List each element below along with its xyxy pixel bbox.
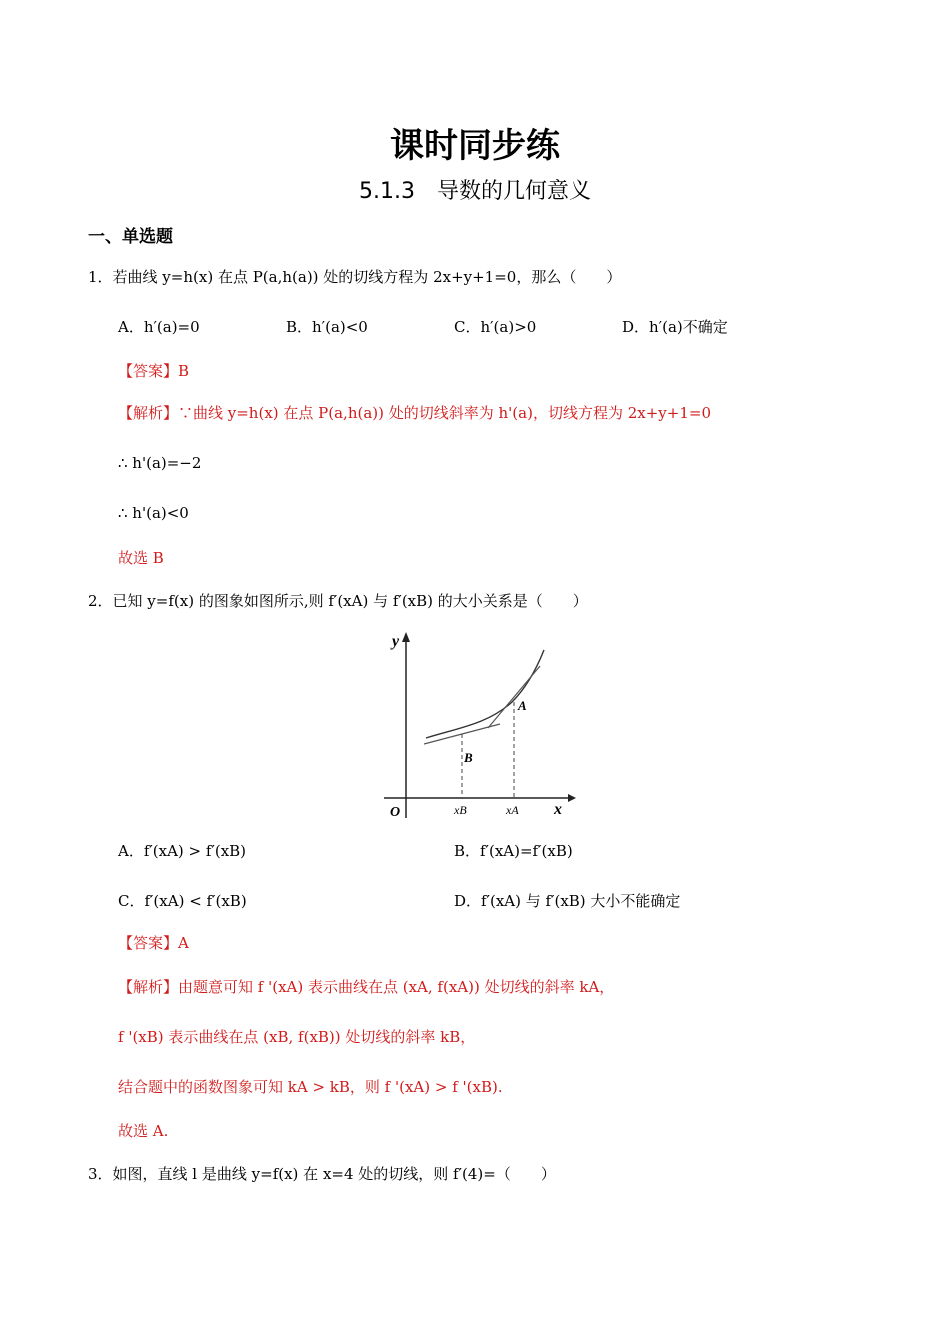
q2-analysis-line-2: f '(xB) 表示曲线在点 (xB, f(xB)) 处切线的斜率 kB， (118, 1028, 476, 1046)
q2-answer: 【答案】A (118, 934, 189, 952)
q2-option-c: C．f′(xA) < f′(xB) (118, 892, 247, 910)
q2-option-a: A．f′(xA) > f′(xB) (118, 842, 247, 860)
q2-conclusion: 故选 A. (118, 1122, 169, 1140)
q1-conclusion: 故选 B (118, 549, 164, 567)
page-title: 课时同步练 (390, 126, 560, 166)
q1-option-c: C．h′(a)>0 (454, 318, 537, 336)
q1-option-b: B．h′(a)<0 (286, 318, 368, 336)
y-axis-label: y (392, 633, 400, 650)
origin-label: O (390, 805, 401, 820)
q2-option-b: B．f′(xA)=f′(xB) (454, 842, 573, 860)
q2-analysis-line-1: 【解析】由题意可知 f '(xA) 表示曲线在点 (xA, f(xA)) 处切线的斜率 kA， (118, 978, 615, 996)
x-axis-label: x (554, 801, 562, 818)
question-2-stem: 2．已知 y=f(x) 的图象如图所示,则 f′(xA) 与 f′(xB) 的大小关系是（ ） (88, 592, 588, 610)
question-3-stem: 3．如图，直线 l 是曲线 y=f(x) 在 x=4 处的切线，则 f′(4)=（ ） (88, 1165, 556, 1183)
point-a-label: A (518, 698, 527, 713)
tick-xa-label: xA (506, 803, 519, 817)
point-b-label: B (464, 750, 473, 765)
question-1-stem: 1．若曲线 y=h(x) 在点 P(a,h(a)) 处的切线方程为 2x+y+1=0，那么（ ） (88, 268, 622, 286)
y-axis-arrow (402, 632, 410, 642)
function-curve (426, 650, 544, 738)
q1-answer: 【答案】B (118, 362, 190, 380)
section-heading: 一、单选题 (88, 227, 173, 247)
x-axis-arrow (568, 794, 576, 802)
q1-analysis-line-3: ∴ h'(a)<0 (118, 504, 189, 522)
page-subtitle: 5.1.3 导数的几何意义 (359, 179, 591, 204)
q1-option-a: A．h′(a)=0 (118, 318, 200, 336)
q2-option-d: D．f′(xA) 与 f′(xB) 大小不能确定 (454, 892, 681, 910)
tick-xb-label: xB (454, 803, 467, 817)
q1-option-d: D．h′(a)不确定 (622, 318, 728, 336)
q2-function-graph (378, 628, 576, 824)
q1-analysis-line-1: 【解析】∵曲线 y=h(x) 在点 P(a,h(a)) 处的切线斜率为 h'(a)，切线方程为 2x+y+1=0 (118, 404, 711, 422)
q1-analysis-line-2: ∴ h'(a)=−2 (118, 454, 202, 472)
q2-analysis-line-3: 结合题中的函数图象可知 kA > kB，则 f '(xA) > f '(xB). (118, 1078, 503, 1096)
